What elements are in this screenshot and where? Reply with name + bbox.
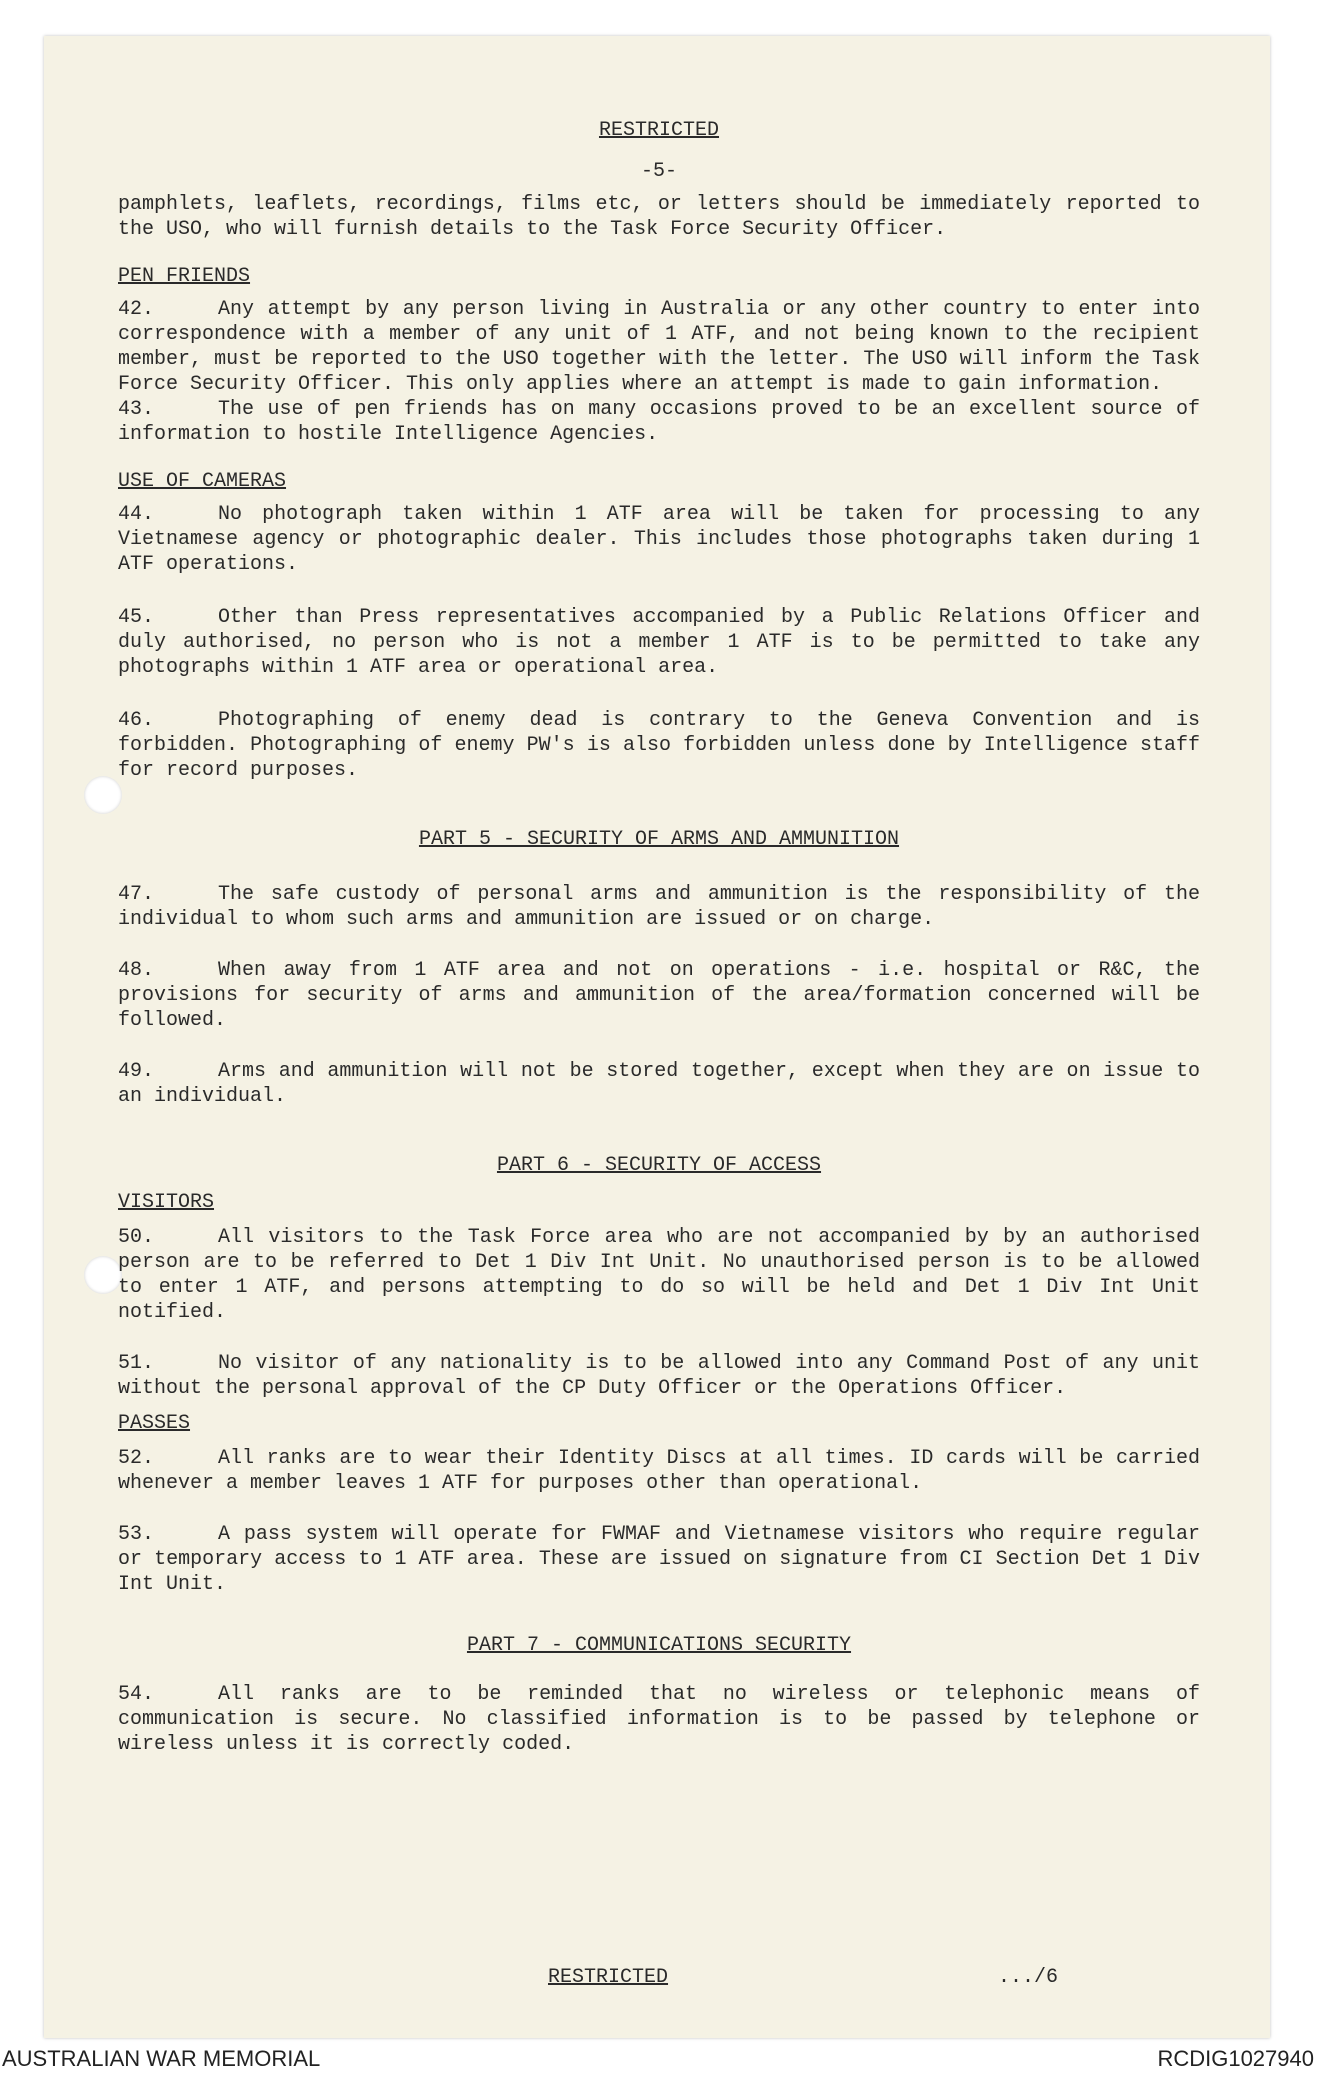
paragraph-text: No photograph taken within 1 ATF area will be taken for processing to any Vietnamese agency or photographic dealer. This includes those photographs taken during 1 ATF operations. xyxy=(118,503,1200,576)
part-heading-7: PART 7 - COMMUNICATIONS SECURITY xyxy=(466,1634,852,1657)
paragraph-50 xyxy=(118,1225,1200,1325)
paragraph-52 xyxy=(118,1446,1200,1496)
paragraph-number: 47. xyxy=(118,883,155,906)
paragraph-53 xyxy=(118,1522,1200,1597)
paragraph-text: Other than Press representatives accompanied by a Public Relations Officer and duly authorised, no person who is not a member 1 ATF is to be permitted to take any photographs within 1 ATF area or operational area. xyxy=(118,606,1200,679)
paragraph-text: Photographing of enemy dead is contrary to the Geneva Convention and is forbidden. Photographing of enemy PW's is also forbidden unless done by Intelligence staff for record purposes. xyxy=(118,709,1200,782)
paragraph-number: 50. xyxy=(118,1226,155,1249)
section-heading-visitors: VISITORS xyxy=(118,1191,215,1214)
intro-paragraph: pamphlets, leaflets, recordings, films etc, or letters should be immediately reported to the USO, who will furnish details to the Task Force Security Officer. xyxy=(118,193,1200,241)
paragraph-48 xyxy=(118,958,1200,1033)
continuation-marker: .../6 xyxy=(998,1966,1059,1989)
paragraph-number: 45. xyxy=(118,606,155,629)
paragraph-number: 52. xyxy=(118,1447,155,1470)
paragraph-47 xyxy=(118,882,1200,932)
paragraph-number: 54. xyxy=(118,1683,155,1706)
paragraph-text: All ranks are to be reminded that no wireless or telephonic means of communication is secure. No classified information is to be passed by telephone or wireless unless it is correctly coded. xyxy=(118,1683,1200,1756)
part-heading-5: PART 5 - SECURITY OF ARMS AND AMMUNITION xyxy=(418,828,900,851)
header-classification: RESTRICTED xyxy=(598,119,720,142)
paragraph-54 xyxy=(118,1682,1200,1757)
paragraph-44 xyxy=(118,502,1200,577)
paragraph-number: 42. xyxy=(118,298,155,321)
archive-caption-right: RCDIG1027940 xyxy=(1157,2046,1314,2071)
footer-classification: RESTRICTED xyxy=(548,1966,669,1989)
section-heading-cameras: USE OF CAMERAS xyxy=(118,470,287,493)
paragraph-text: When away from 1 ATF area and not on operations - i.e. hospital or R&C, the provisions for security of arms and ammunition of the area/formation concerned will be followed. xyxy=(118,959,1200,1032)
punch-hole xyxy=(84,776,122,814)
paragraph-number: 51. xyxy=(118,1352,155,1375)
section-heading-passes: PASSES xyxy=(118,1412,191,1435)
part-heading-6: PART 6 - SECURITY OF ACCESS xyxy=(496,1154,822,1177)
paragraph-text: All visitors to the Task Force area who are not accompanied by by an authorised person are to be referred to Det 1 Div Int Unit. No unauthorised person is to be allowed to enter 1 ATF, and persons attempting to do so will be held and Det 1 Div Int Unit notified. xyxy=(118,1226,1200,1324)
paragraph-number: 43. xyxy=(118,398,155,421)
paragraph-51 xyxy=(118,1351,1200,1401)
paragraph-number: 44. xyxy=(118,503,155,526)
paragraph-49 xyxy=(118,1059,1200,1109)
paragraph-text: All ranks are to wear their Identity Discs at all times. ID cards will be carried whenever a member leaves 1 ATF for purposes other than operational. xyxy=(118,1447,1200,1495)
page-number: -5- xyxy=(640,160,677,183)
paragraph-46 xyxy=(118,708,1200,783)
punch-hole xyxy=(84,1256,122,1294)
paragraph-45 xyxy=(118,605,1200,680)
archive-caption-left: AUSTRALIAN WAR MEMORIAL xyxy=(2,2046,321,2071)
section-heading-pen-friends: PEN FRIENDS xyxy=(118,265,251,288)
paragraph-text: The use of pen friends has on many occasions proved to be an excellent source of information to hostile Intelligence Agencies. xyxy=(118,398,1200,446)
paragraph-number: 53. xyxy=(118,1523,155,1546)
paragraph-43 xyxy=(118,397,1200,447)
paragraph-text: Arms and ammunition will not be stored together, except when they are on issue to an individual. xyxy=(118,1060,1200,1108)
paragraph-text: A pass system will operate for FWMAF and Vietnamese visitors who require regular or temporary access to 1 ATF area. These are issued on signature from CI Section Det 1 Div Int Unit. xyxy=(118,1523,1200,1596)
paragraph-text: The safe custody of personal arms and ammunition is the responsibility of the individual to whom such arms and ammunition are issued or on charge. xyxy=(118,883,1200,931)
paragraph-number: 46. xyxy=(118,709,155,732)
paragraph-42 xyxy=(118,297,1200,397)
paragraph-number: 49. xyxy=(118,1060,155,1083)
paragraph-text: Any attempt by any person living in Australia or any other country to enter into correspondence with a member of any unit of 1 ATF, and not being known to the recipient member, must be reported to the USO together with the letter. The USO will inform the Task Force Security Officer. This only applies where an attempt is made to gain information. xyxy=(118,298,1200,396)
paragraph-text: No visitor of any nationality is to be allowed into any Command Post of any unit without the personal approval of the CP Duty Officer or the Operations Officer. xyxy=(118,1352,1200,1400)
document-body xyxy=(118,118,1200,1777)
paragraph-number: 48. xyxy=(118,959,155,982)
